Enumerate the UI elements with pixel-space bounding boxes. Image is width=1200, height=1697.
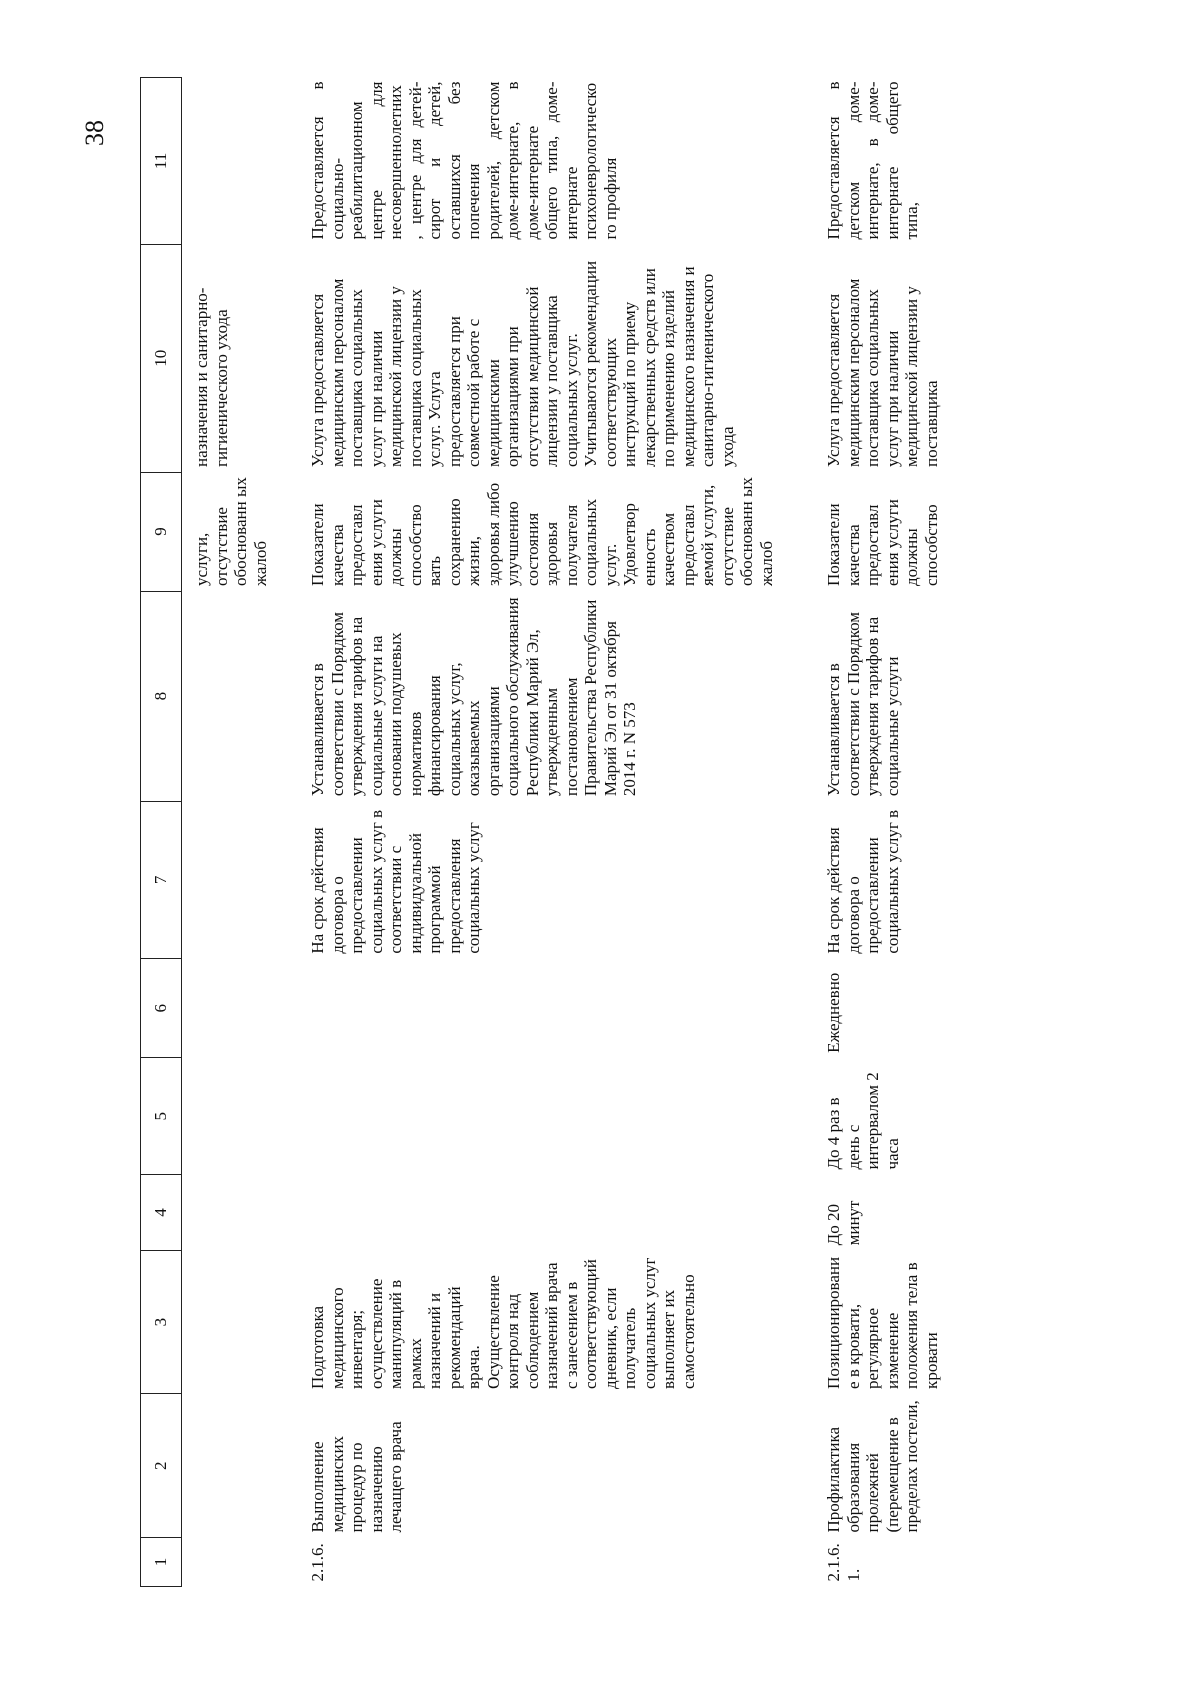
cell-periodicity <box>300 959 816 1058</box>
cell-duration <box>182 1175 301 1251</box>
page-number: 38 <box>80 120 109 146</box>
cell-conditions: Услуга предоставляется медицинским персоналом поставщика социальных услуг при наличии медицинской лицензии у поставщика <box>824 278 941 468</box>
col-header-2: 2 <box>141 1394 182 1538</box>
col-header-1: 1 <box>141 1537 182 1586</box>
cell-where-provided: Предоставляется в социально-реабилитационном центре для несовершеннолетних, центре для детей-сирот и детей, оставшихся без попечения родителей, детском доме-интернате, в доме-интернате общего типа, доме-интернате психоневрологического профиля <box>308 81 620 240</box>
cell-quality: Показатели качества предоставл ения услуги должны способство <box>824 499 941 587</box>
col-header-5: 5 <box>141 1058 182 1175</box>
cell-quality: услуги, отсутствие обоснованн ых жалоб <box>192 477 270 587</box>
cell-conditions: назначения и санитарно-гигиенического ухода <box>192 287 231 468</box>
cell-duration: До 20 минут <box>824 1200 863 1246</box>
cell-service-name <box>182 1394 301 1538</box>
cell-frequency <box>300 1058 816 1175</box>
column-number-row <box>141 78 182 1587</box>
col-header-9: 9 <box>141 472 182 591</box>
cell-description: Позиционирование в кровати, регулярное изменение положения тела в кровати <box>824 1256 941 1389</box>
table-row <box>182 78 301 1587</box>
cell-number: 2.1.6.1. <box>824 1543 863 1582</box>
cell-service-name: Выполнение медицинских процедур по назначению лечащего врача <box>308 1421 405 1533</box>
cell-number: 2.1.6. <box>308 1543 327 1582</box>
cell-term <box>182 801 301 959</box>
cell-term: На срок действия договора о предоставлении социальных услуг в соответствии с индивидуальной программой предоставления социальных услуг <box>308 809 483 954</box>
cell-term: На срок действия договора о предоставлении социальных услуг в <box>824 809 902 954</box>
services-table <box>140 77 945 1587</box>
table-row <box>816 78 945 1587</box>
cell-frequency <box>182 1058 301 1175</box>
cell-tariff: Устанавливается в соответствии с Порядком утверждения тарифов на социальные услуги <box>824 611 902 797</box>
cell-conditions: Услуга предоставляется медицинским персоналом поставщика социальных услуг при наличии медицинской лицензии у поставщика социальных услуг. Услуга предоставляется при совместной работе с медицинскими организациями при отсутствии медицинской лицензии у поставщика социальных услуг. Учитываются рекомендации соответствующих инструкций по приему лекарственных средств или по применению изделий медицинского назначения и санитарно-гигиенического ухода <box>308 260 737 468</box>
cell-where-provided: Предоставляется в детском доме-интернате, в доме-интернате общего типа, <box>824 81 921 240</box>
cell-description <box>182 1250 301 1394</box>
col-header-10: 10 <box>141 244 182 472</box>
cell-frequency: До 4 раз в день с интервалом 2 часа <box>824 1072 902 1170</box>
cell-periodicity: Ежедневно <box>824 972 843 1053</box>
col-header-11: 11 <box>141 78 182 245</box>
col-header-8: 8 <box>141 591 182 801</box>
cell-service-name: Профилактика образования пролежней (перемещение в пределах постели, <box>824 1400 921 1533</box>
cell-number <box>182 1537 301 1586</box>
col-header-3: 3 <box>141 1250 182 1394</box>
cell-duration <box>300 1175 816 1251</box>
col-header-4: 4 <box>141 1175 182 1251</box>
cell-quality: Показатели качества предоставл ения услуги должны способство вать сохранению жизни, здоровья либо улучшению состояния здоровья получателя социальных услуг. Удовлетвор енность качеством предоставл яемой услуги, отсутствие обоснованн ых жалоб <box>308 477 776 587</box>
cell-where-provided <box>182 78 301 245</box>
cell-periodicity <box>182 959 301 1058</box>
cell-tariff <box>182 591 301 801</box>
table-row <box>300 78 816 1587</box>
cell-description: Подготовка медицинского инвентаря; осуществление манипуляций в рамках назначений и рекомендаций врача. Осуществление контроля над соблюдением назначений врача с занесением в соответствующий дневник, если получатель социальных услуг выполняет их самостоятельно <box>308 1257 698 1389</box>
col-header-7: 7 <box>141 801 182 959</box>
cell-tariff: Устанавливается в соответствии с Порядком утверждения тарифов на социальные услуги на основании подушевых нормативов финансирования социальных услуг, оказываемых организациями социального обслуживания Республики Марий Эл, утвержденным постановлением Правительства Республики Марий Эл от 31 октября 2014 г. N 573 <box>308 597 639 797</box>
col-header-6: 6 <box>141 959 182 1058</box>
